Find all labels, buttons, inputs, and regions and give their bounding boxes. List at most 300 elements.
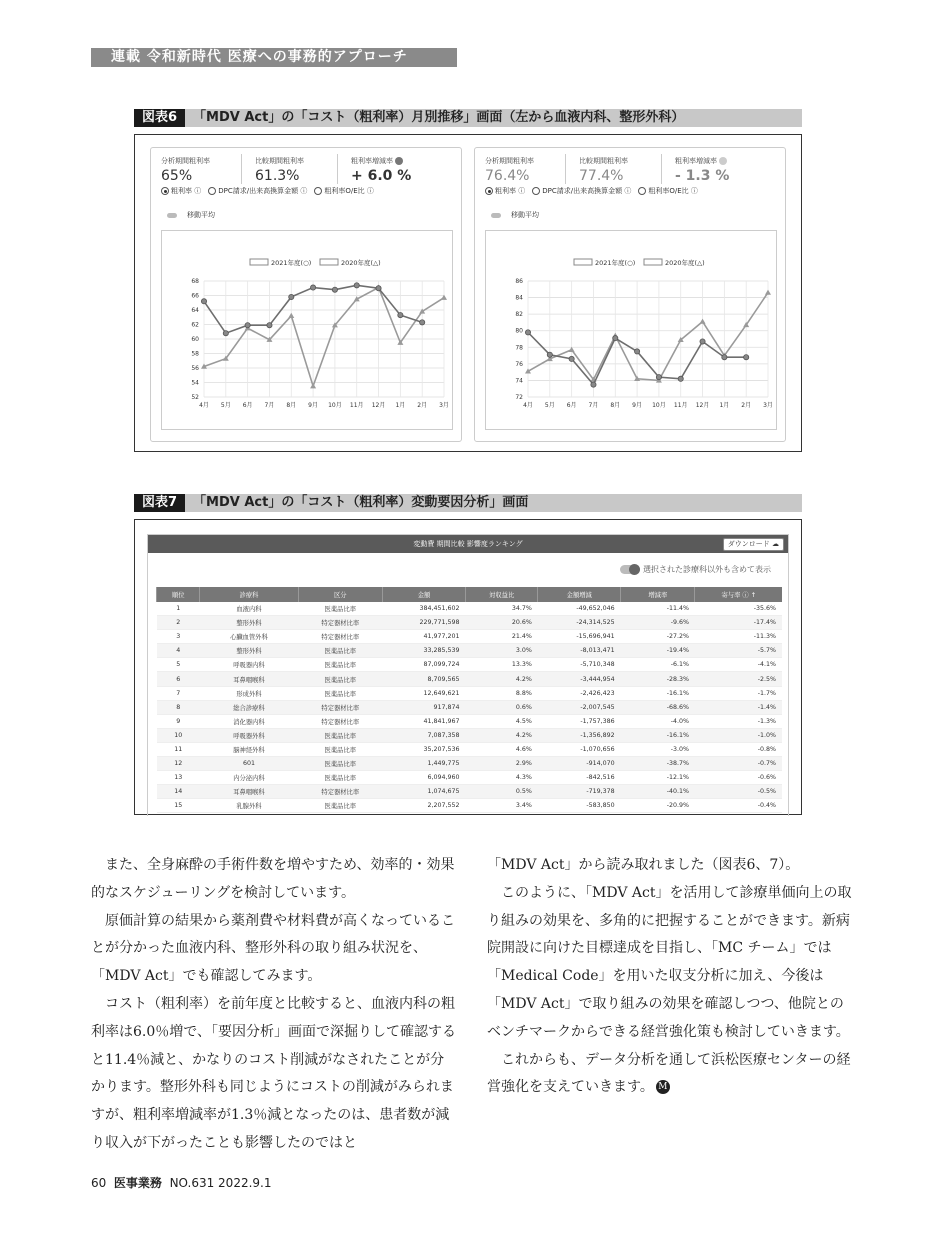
metric-label: 比較期間粗利率	[255, 157, 304, 165]
x-tick-label: 10月	[652, 402, 666, 409]
table-cell: -1.4%	[695, 700, 782, 714]
radio-icon	[314, 187, 322, 195]
data-point	[398, 312, 403, 317]
table-cell: -35.6%	[695, 602, 782, 616]
chart-frame-right	[485, 230, 777, 430]
data-point	[547, 352, 552, 357]
body-column-right	[487, 852, 853, 1102]
data-point	[678, 376, 683, 381]
chart-legend	[574, 258, 705, 267]
table-cell: -15,696,941	[538, 630, 621, 644]
table-row[interactable]	[157, 644, 783, 658]
table-cell: 総合診療科	[200, 700, 298, 714]
issue-info: NO.631 2022.9.1	[169, 1176, 272, 1190]
table-cell: 35,207,536	[383, 742, 466, 756]
legend-label: 2021年度(○)	[595, 259, 636, 267]
table-cell: -16.1%	[621, 728, 695, 742]
y-tick-label: 72	[515, 394, 523, 401]
table-cell: -28.3%	[621, 672, 695, 686]
radio-selected-icon	[161, 187, 169, 195]
data-point	[201, 299, 206, 304]
table-cell: 特定器材比率	[298, 785, 383, 799]
table-cell: 1,074,675	[383, 785, 466, 799]
data-point	[420, 320, 425, 325]
fig7-box	[134, 519, 802, 815]
metric-compare	[255, 156, 304, 184]
table-cell: 11	[157, 742, 200, 756]
metric-change	[675, 156, 729, 184]
download-button[interactable]: ダウンロード ☁	[723, 538, 784, 551]
radio-icon	[638, 187, 646, 195]
metric-label: 分析期間粗利率	[485, 157, 534, 165]
table-cell: 内分泌内科	[200, 771, 298, 785]
table-cell: -1.3%	[695, 714, 782, 728]
table-cell: -2,007,545	[538, 700, 621, 714]
y-tick-label: 84	[515, 294, 523, 302]
table-cell: -68.6%	[621, 700, 695, 714]
table-cell: -12.1%	[621, 771, 695, 785]
page-number: 60	[91, 1176, 107, 1190]
table-cell: 41,841,967	[383, 714, 466, 728]
fig6-box	[134, 134, 802, 452]
table-cell: 医薬品比率	[298, 686, 383, 700]
y-tick-label: 74	[515, 377, 523, 385]
metric-label: 粗利率増減率	[351, 157, 393, 165]
table-cell: -20.9%	[621, 799, 695, 813]
table-cell: 脳神経外科	[200, 742, 298, 756]
x-tick-label: 11月	[349, 402, 364, 409]
x-tick-label: 9月	[308, 402, 319, 409]
y-tick-label: 56	[191, 365, 199, 372]
x-tick-label: 7月	[264, 402, 275, 409]
table-cell: 12	[157, 757, 200, 771]
legend-swatch	[644, 259, 662, 265]
moving-average-toggle[interactable]: 移動平均	[167, 210, 215, 220]
table-row[interactable]	[157, 785, 783, 799]
x-tick-label: 6月	[566, 402, 577, 409]
table-cell: 8	[157, 700, 200, 714]
table-row[interactable]	[157, 771, 783, 785]
table-row[interactable]	[157, 700, 783, 714]
data-point	[289, 294, 294, 299]
radio-dpc-amount[interactable]: DPC請求/出来高換算金額 ⓘ	[532, 186, 631, 196]
metric-value: 65%	[161, 168, 193, 184]
table-cell: -4.0%	[621, 714, 695, 728]
table-row[interactable]	[157, 728, 783, 742]
col-header[interactable]: 増減率	[621, 587, 695, 602]
table-row[interactable]	[157, 616, 783, 630]
table-cell: -11.4%	[621, 602, 695, 616]
table-cell: 医薬品比率	[298, 799, 383, 813]
table-cell: 4.3%	[466, 771, 538, 785]
divider	[661, 154, 662, 184]
radio-icon	[532, 187, 540, 195]
x-tick-label: 3月	[763, 402, 773, 409]
table-cell: -5.7%	[695, 644, 782, 658]
paragraph: 原価計算の結果から薬剤費や材料費が高くなっていることが分かった血液内科、整形外科の取り組み状況を、「MDV Act」でも確認してみます。	[91, 912, 455, 985]
col-header[interactable]: 対収益比	[466, 587, 538, 602]
legend-swatch	[250, 259, 268, 265]
table-cell: 10	[157, 728, 200, 742]
x-tick-label: 12月	[371, 402, 386, 409]
table-cell: -3,444,954	[538, 672, 621, 686]
toggle-label: 選択された診療科以外も含めて表示	[643, 565, 771, 574]
series-line	[204, 288, 444, 387]
table-row[interactable]	[157, 757, 783, 771]
x-tick-label: 12月	[695, 402, 710, 409]
info-icon[interactable]	[395, 157, 403, 165]
data-point	[765, 290, 771, 295]
y-tick-label: 68	[191, 278, 199, 285]
radio-oe-ratio[interactable]: 粗利率O/E比 ⓘ	[314, 186, 374, 196]
radio-gross-margin[interactable]: 粗利率 ⓘ	[161, 186, 201, 196]
table-cell: 917,874	[383, 700, 466, 714]
metric-radio-group	[161, 186, 374, 196]
data-point	[288, 313, 294, 318]
paragraph: これからも、データ分析を通して浜松医療センターの経営強化を支えていきます。 M	[487, 1051, 851, 1096]
table-cell: -27.2%	[621, 630, 695, 644]
chart-frame-left	[161, 230, 453, 430]
table-cell: -0.6%	[695, 771, 782, 785]
info-icon[interactable]	[719, 157, 727, 165]
series-line	[528, 293, 768, 381]
x-tick-label: 8月	[286, 402, 297, 409]
col-header[interactable]: 金額増減	[538, 587, 621, 602]
table-row[interactable]	[157, 658, 783, 672]
table-cell: -6.1%	[621, 658, 695, 672]
y-tick-label: 78	[515, 344, 523, 352]
table-cell: -24,314,525	[538, 616, 621, 630]
table-cell: -719,378	[538, 785, 621, 799]
table-cell: 33,285,539	[383, 644, 466, 658]
table-row[interactable]	[157, 686, 783, 700]
table-cell: 特定器材比率	[298, 630, 383, 644]
table-cell: 医薬品比率	[298, 771, 383, 785]
table-cell: -1,356,892	[538, 728, 621, 742]
fig6-caption-bar	[134, 109, 802, 127]
ranking-table	[156, 587, 782, 813]
table-cell: 医薬品比率	[298, 742, 383, 756]
table-cell: 乳腺外科	[200, 799, 298, 813]
ranking-screen	[147, 534, 789, 816]
data-point	[376, 286, 381, 291]
line-chart-orthopedics	[486, 231, 776, 429]
table-cell: 6	[157, 672, 200, 686]
x-tick-label: 4月	[523, 402, 533, 409]
metric-value: + 6.0 %	[351, 168, 412, 184]
moving-average-toggle[interactable]: 移動平均	[491, 210, 539, 220]
chart-legend	[250, 258, 381, 267]
table-cell: 特定器材比率	[298, 700, 383, 714]
table-cell: 13.3%	[466, 658, 538, 672]
divider	[565, 154, 566, 184]
legend-label: 2020年度(△)	[341, 259, 381, 267]
toggle-icon	[491, 213, 501, 218]
table-cell: 14	[157, 785, 200, 799]
table-cell: 特定器材比率	[298, 714, 383, 728]
table-cell: -19.4%	[621, 644, 695, 658]
table-cell: 4.2%	[466, 672, 538, 686]
data-point	[569, 356, 574, 361]
metric-radio-group	[485, 186, 698, 196]
table-cell: 4.2%	[466, 728, 538, 742]
table-cell: 3.4%	[466, 799, 538, 813]
table-cell: 21.4%	[466, 630, 538, 644]
metric-compare	[579, 156, 628, 184]
body-column-left	[91, 852, 457, 1158]
table-row[interactable]	[157, 602, 783, 616]
metric-value: 77.4%	[579, 168, 624, 184]
ranking-title-bar	[148, 535, 788, 553]
table-cell: 87,099,724	[383, 658, 466, 672]
paragraph: コスト（粗利率）を前年度と比較すると、血液内科の粗利率は6.0％増で、「要因分析」画面で深掘りして確認すると11.4％減と、かなりのコスト削減がなされたことが分かります。整形外科も同じようにコストの削減がみられますが、粗利率増減率が1.3％減となったのは、患者数が減り収入が下がったことも影響したのではと	[91, 995, 456, 1151]
legend-swatch	[574, 259, 592, 265]
page-footer	[91, 1174, 271, 1191]
toggle-row	[148, 553, 788, 587]
line-chart-hematology	[162, 231, 452, 429]
table-cell: -9.6%	[621, 616, 695, 630]
table-cell: -914,070	[538, 757, 621, 771]
table-cell: 41,977,201	[383, 630, 466, 644]
table-cell: 384,451,602	[383, 602, 466, 616]
table-cell: 0.5%	[466, 785, 538, 799]
table-cell: -8,013,471	[538, 644, 621, 658]
metric-value: 61.3%	[255, 168, 300, 184]
legend-label: 2021年度(○)	[271, 259, 312, 267]
table-row[interactable]	[157, 630, 783, 644]
y-tick-label: 58	[191, 350, 199, 358]
paragraph: 「MDV Act」から読み取れました（図表6、7）。	[487, 857, 800, 873]
table-cell: 5	[157, 658, 200, 672]
table-cell: -0.8%	[695, 742, 782, 756]
table-cell: 整形外科	[200, 616, 298, 630]
table-cell: 2	[157, 616, 200, 630]
table-cell: -1.7%	[695, 686, 782, 700]
table-cell: 呼吸器外科	[200, 728, 298, 742]
legend-swatch	[320, 259, 338, 265]
x-tick-label: 4月	[199, 402, 209, 409]
data-point	[700, 339, 705, 344]
y-tick-label: 82	[515, 311, 523, 319]
x-tick-label: 9月	[632, 402, 643, 409]
paragraph: このように、「MDV Act」を活用して診療単価向上の取り組みの効果を、多角的に把握することができます。新病院開設に向けた目標達成を目指し、「MC チーム」では「Medical Code」を用いた収支分析に加え、今後は「MDV Act」で取り組みの効果を確認しつつ、他院とのベンチマークからできる経営強化策も検討していきます。	[487, 884, 852, 1040]
fig7-tag: 図表7	[134, 494, 185, 512]
toggle-knob-icon	[629, 564, 640, 575]
radio-icon	[208, 187, 216, 195]
table-cell: 耳鼻咽喉科	[200, 785, 298, 799]
divider	[337, 154, 338, 184]
fig6-caption: 「MDV Act」の「コスト（粗利率）月別推移」画面（左から血液内科、整形外科）	[193, 110, 685, 125]
table-cell: 血液内科	[200, 602, 298, 616]
table-cell: 601	[200, 757, 298, 771]
x-tick-label: 3月	[439, 402, 449, 409]
table-cell: -1.0%	[695, 728, 782, 742]
table-cell: -1,070,656	[538, 742, 621, 756]
table-cell: 耳鼻咽喉科	[200, 672, 298, 686]
data-point	[267, 323, 272, 328]
col-header[interactable]: 区分	[298, 587, 383, 602]
table-cell: 2,207,552	[383, 799, 466, 813]
table-cell: 2.9%	[466, 757, 538, 771]
ranking-title: 変動費 期間比較 影響度ランキング	[413, 540, 523, 548]
metric-value: 76.4%	[485, 168, 530, 184]
table-cell: 特定器材比率	[298, 616, 383, 630]
table-cell: 医薬品比率	[298, 658, 383, 672]
table-cell: 6,094,960	[383, 771, 466, 785]
paragraph: また、全身麻酔の手術件数を増やすため、効率的・効果的なスケジューリングを検討しています。	[91, 857, 455, 901]
metric-label: 粗利率増減率	[675, 157, 717, 165]
table-cell: 医薬品比率	[298, 728, 383, 742]
data-point	[245, 323, 250, 328]
x-tick-label: 6月	[242, 402, 253, 409]
y-tick-label: 80	[515, 327, 523, 335]
table-cell: 消化器内科	[200, 714, 298, 728]
table-cell: -3.0%	[621, 742, 695, 756]
table-cell: -2,426,423	[538, 686, 621, 700]
radio-dpc-amount[interactable]: DPC請求/出来高換算金額 ⓘ	[208, 186, 307, 196]
table-cell: 8.8%	[466, 686, 538, 700]
fig6-tag: 図表6	[134, 109, 185, 127]
table-row[interactable]	[157, 714, 783, 728]
table-cell: 1	[157, 602, 200, 616]
table-cell: 呼吸器内科	[200, 658, 298, 672]
table-cell: -4.1%	[695, 658, 782, 672]
table-cell: 医薬品比率	[298, 602, 383, 616]
table-cell: 医薬品比率	[298, 644, 383, 658]
table-cell: 4.5%	[466, 714, 538, 728]
x-tick-label: 1月	[395, 402, 406, 409]
table-cell: 229,771,598	[383, 616, 466, 630]
table-cell: 0.6%	[466, 700, 538, 714]
table-cell: -0.5%	[695, 785, 782, 799]
table-cell: 1,449,775	[383, 757, 466, 771]
col-header[interactable]: 寄与率 ⓘ ↑	[695, 587, 782, 602]
table-cell: -5,710,348	[538, 658, 621, 672]
table-cell: 心臓血管外科	[200, 630, 298, 644]
table-cell: -1,757,386	[538, 714, 621, 728]
y-tick-label: 76	[515, 360, 523, 368]
col-header[interactable]: 順位	[157, 587, 200, 602]
fig7-caption: 「MDV Act」の「コスト（粗利率）変動要因分析」画面	[193, 495, 529, 510]
y-tick-label: 52	[191, 394, 199, 401]
table-cell: -11.3%	[695, 630, 782, 644]
table-cell: 7,087,358	[383, 728, 466, 742]
x-tick-label: 5月	[544, 402, 555, 409]
table-cell: -0.7%	[695, 757, 782, 771]
radio-gross-margin[interactable]: 粗利率 ⓘ	[485, 186, 525, 196]
data-point	[310, 383, 316, 388]
y-tick-label: 64	[191, 307, 199, 314]
data-point	[700, 319, 706, 324]
y-tick-label: 60	[191, 336, 199, 343]
table-row[interactable]	[157, 799, 783, 813]
col-header[interactable]: 診療科	[200, 587, 298, 602]
table-cell: 15	[157, 799, 200, 813]
table-cell: 20.6%	[466, 616, 538, 630]
include-other-toggle[interactable]	[620, 565, 640, 574]
data-point	[525, 330, 530, 335]
end-mark-icon: M	[656, 1080, 670, 1094]
data-point	[722, 355, 727, 360]
col-header[interactable]: 金額	[383, 587, 466, 602]
metric-change	[351, 156, 411, 184]
metric-value: - 1.3 %	[675, 168, 730, 184]
table-cell: 形成外科	[200, 686, 298, 700]
table-cell: 4.6%	[466, 742, 538, 756]
table-cell: 12,649,621	[383, 686, 466, 700]
x-tick-label: 2月	[741, 402, 752, 409]
x-tick-label: 11月	[673, 402, 688, 409]
toggle-icon	[167, 213, 177, 218]
metric-analysis	[161, 156, 210, 184]
table-cell: -842,516	[538, 771, 621, 785]
table-cell: 13	[157, 771, 200, 785]
fig6-panel-left	[150, 147, 462, 442]
table-cell: -583,850	[538, 799, 621, 813]
data-point	[223, 331, 228, 336]
legend-label: 2020年度(△)	[665, 259, 705, 267]
x-tick-label: 2月	[417, 402, 428, 409]
table-cell: 8,709,565	[383, 672, 466, 686]
metric-label: 分析期間粗利率	[161, 157, 210, 165]
table-row[interactable]	[157, 742, 783, 756]
data-point	[332, 287, 337, 292]
table-row[interactable]	[157, 672, 783, 686]
table-cell: 医薬品比率	[298, 757, 383, 771]
table-cell: -0.4%	[695, 799, 782, 813]
y-tick-label: 66	[191, 292, 199, 300]
data-point	[354, 283, 359, 288]
table-cell: 整形外科	[200, 644, 298, 658]
table-cell: -16.1%	[621, 686, 695, 700]
x-tick-label: 5月	[220, 402, 231, 409]
table-cell: 3	[157, 630, 200, 644]
table-cell: -49,652,046	[538, 602, 621, 616]
series-header: 連載 令和新時代 医療への事務的アプローチ	[91, 48, 457, 67]
table-cell: 4	[157, 644, 200, 658]
data-point	[310, 285, 315, 290]
x-tick-label: 10月	[328, 402, 342, 409]
table-cell: -38.7%	[621, 757, 695, 771]
table-cell: 医薬品比率	[298, 672, 383, 686]
table-cell: -40.1%	[621, 785, 695, 799]
data-point	[613, 336, 618, 341]
x-tick-label: 8月	[610, 402, 621, 409]
y-tick-label: 86	[515, 278, 523, 285]
data-point	[656, 375, 661, 380]
table-cell: -17.4%	[695, 616, 782, 630]
magazine-name: 医事業務	[113, 1176, 162, 1190]
data-point	[744, 355, 749, 360]
x-tick-label: 7月	[588, 402, 599, 409]
fig6-panel-right	[474, 147, 786, 442]
y-tick-label: 62	[191, 321, 199, 329]
table-cell: 3.0%	[466, 644, 538, 658]
radio-selected-icon	[485, 187, 493, 195]
data-point	[634, 349, 639, 354]
table-cell: 34.7%	[466, 602, 538, 616]
metric-analysis	[485, 156, 534, 184]
table-cell: 7	[157, 686, 200, 700]
y-tick-label: 54	[191, 379, 199, 387]
x-tick-label: 1月	[719, 402, 730, 409]
table-cell: 9	[157, 714, 200, 728]
data-point	[591, 382, 596, 387]
divider	[241, 154, 242, 184]
cloud-download-icon: ☁	[772, 540, 779, 548]
table-cell: -2.5%	[695, 672, 782, 686]
radio-oe-ratio[interactable]: 粗利率O/E比 ⓘ	[638, 186, 698, 196]
